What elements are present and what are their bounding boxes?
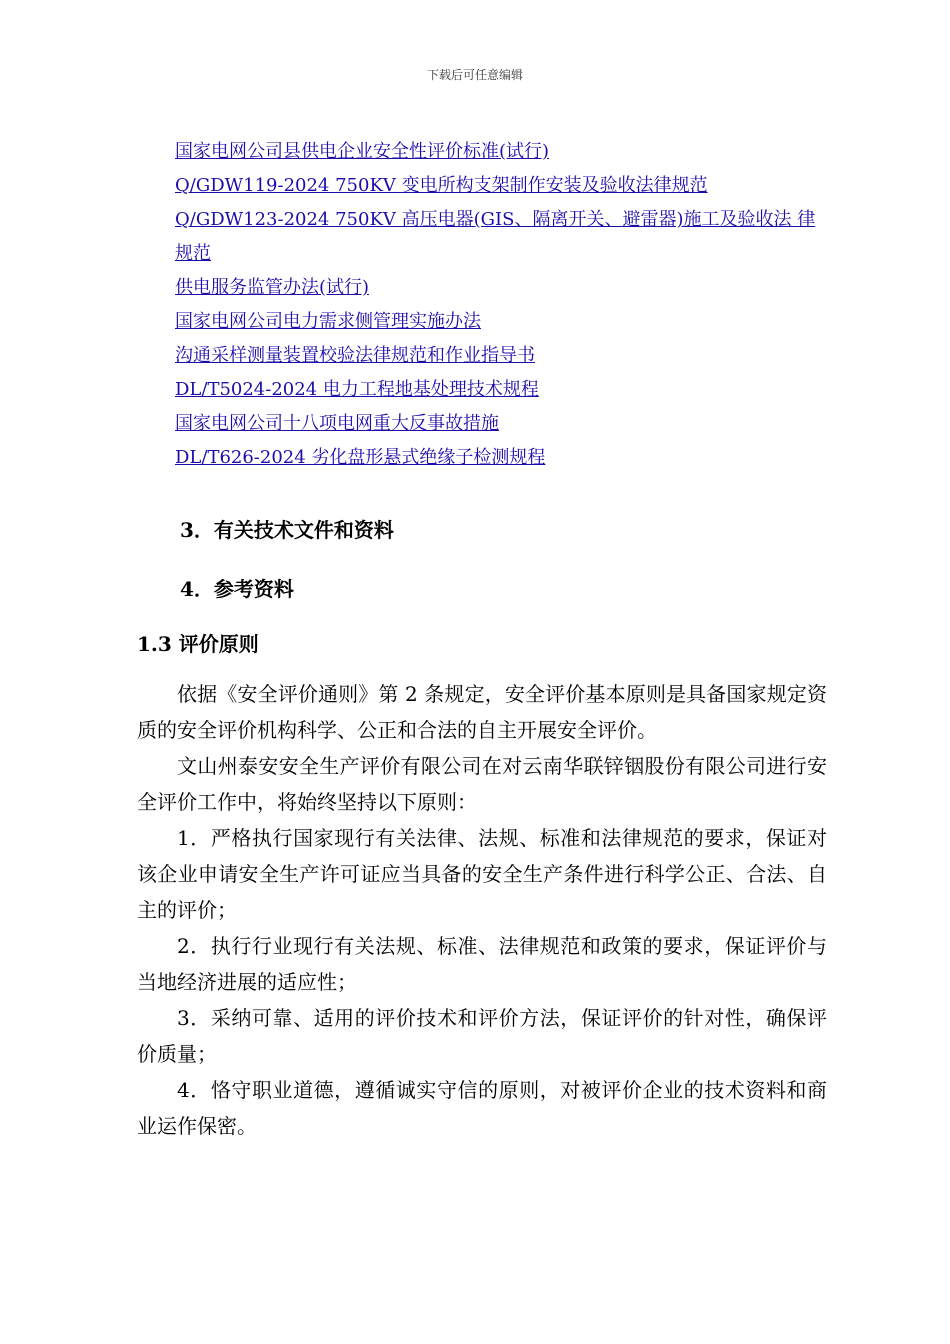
standard-link[interactable]: 供电服务监管办法(试行) <box>175 277 370 298</box>
page-header: 下载后可任意编辑 <box>426 68 523 82</box>
section-heading-4: 4．参考资料 <box>180 577 294 601</box>
paragraph: 1．严格执行国家现行有关法律、法规、标准和法律规范的要求，保证对该企业申请安全生产许可证应当具备的安全生产条件进行科学公正、合法、自主的评价； <box>137 826 827 922</box>
paragraph: 依据《安全评价通则》第 2 条规定，安全评价基本原则是具备国家规定资质的安全评价机构科学、公正和合法的自主开展安全评价。 <box>137 682 827 742</box>
paragraph: 文山州泰安安全生产评价有限公司在对云南华联锌铟股份有限公司进行安全评价工作中，将始终坚持以下原则： <box>137 754 827 814</box>
subsection-heading: 1.3 评价原则 <box>137 632 259 656</box>
standard-link[interactable]: DL/T5024-2024 电力工程地基处理技术规程 <box>175 379 539 400</box>
standard-link[interactable] <box>137 203 817 271</box>
paragraph: 2．执行行业现行有关法规、标准、法律规范和政策的要求，保证评价与当地经济进展的适应性； <box>137 934 827 994</box>
paragraph: 4．恪守职业道德，遵循诚实守信的原则，对被评价企业的技术资料和商业运作保密。 <box>137 1078 827 1138</box>
section-heading-3: 3．有关技术文件和资料 <box>180 518 394 542</box>
standard-link[interactable]: 沟通采样测量装置校验法律规范和作业指导书 <box>175 345 535 366</box>
standard-link[interactable]: DL/T626-2024 劣化盘形悬式绝缘子检测规程 <box>175 447 546 468</box>
principles-body <box>137 676 827 1144</box>
standard-link-line2: 律规范 <box>175 209 816 264</box>
standard-link[interactable]: 国家电网公司县供电企业安全性评价标准(试行) <box>175 141 550 162</box>
paragraph: 3．采纳可靠、适用的评价技术和评价方法，保证评价的针对性，确保评价质量； <box>137 1006 827 1066</box>
standard-link-line1: Q/GDW123-2024 750KV 高压电器(GIS、隔离开关、避雷器)施工及验收法 <box>175 209 792 230</box>
standard-link[interactable]: Q/GDW119-2024 750KV 变电所构支架制作安装及验收法律规范 <box>175 175 708 196</box>
standard-link[interactable]: 国家电网公司十八项电网重大反事故措施 <box>175 413 499 434</box>
standards-link-list <box>137 135 817 475</box>
standard-link[interactable]: 国家电网公司电力需求侧管理实施办法 <box>175 311 481 332</box>
